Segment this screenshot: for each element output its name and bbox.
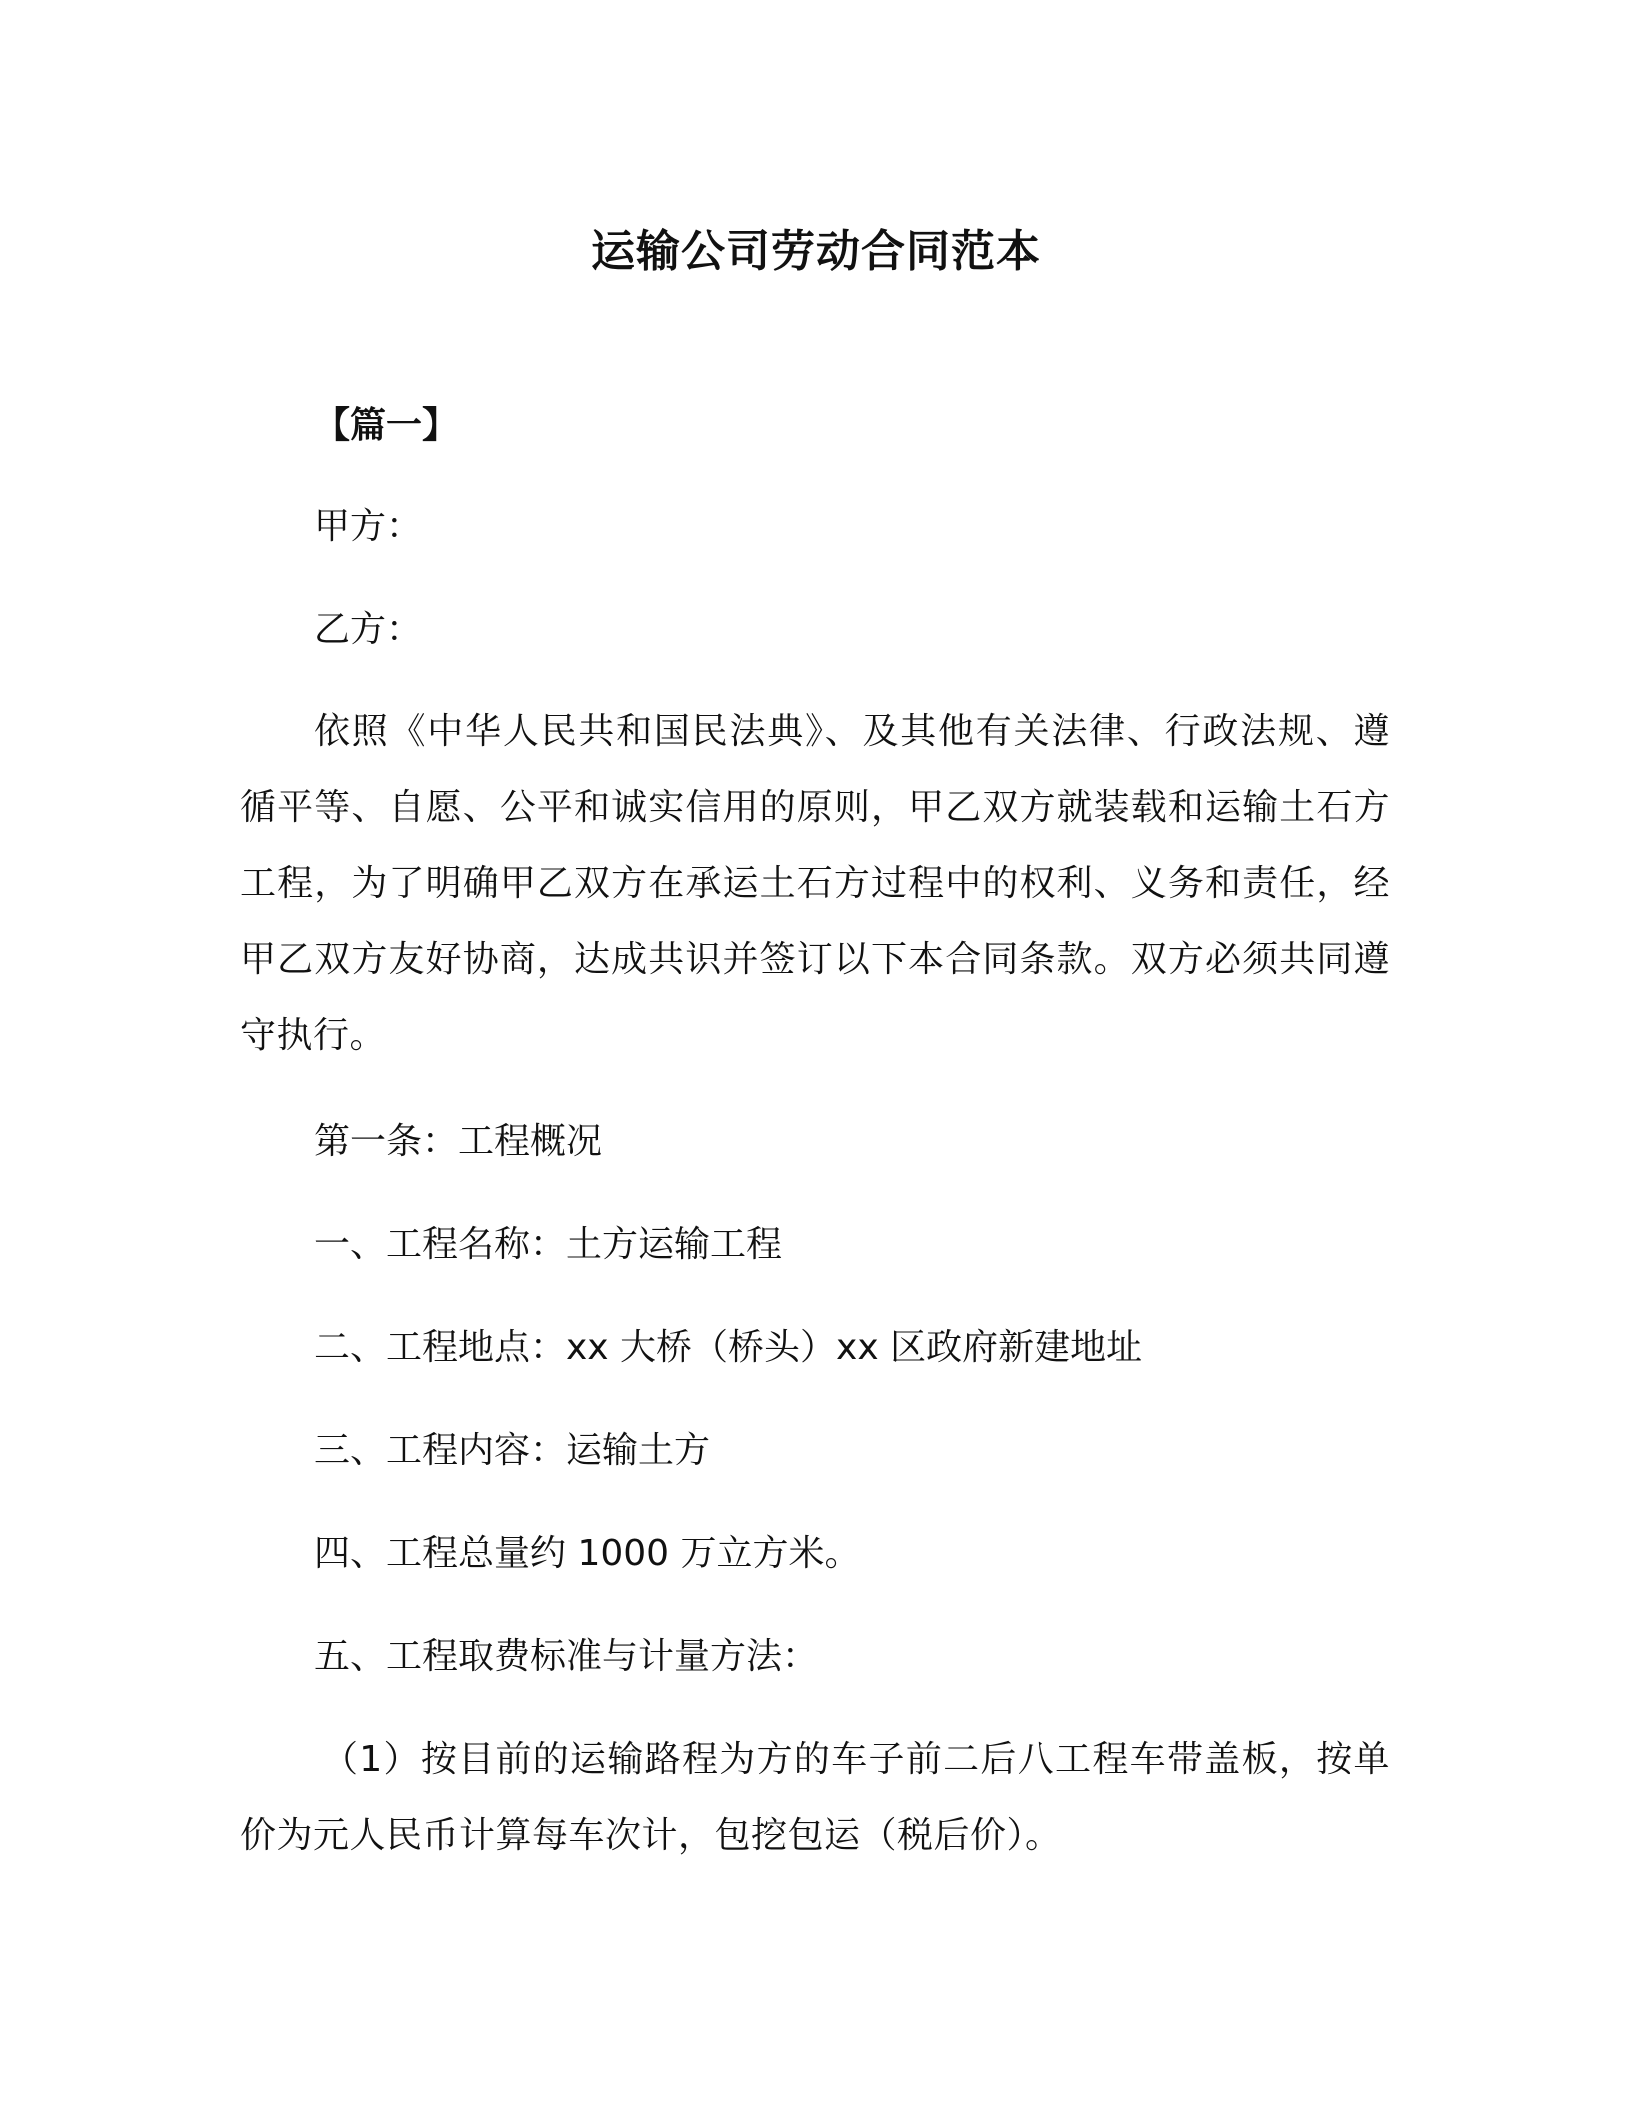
item-project-location: 二、工程地点：xx 大桥（桥头）xx 区政府新建地址 — [314, 1327, 1143, 1368]
article-1-heading: 第一条：工程概况 — [314, 1121, 603, 1162]
party-b-label: 乙方： — [314, 609, 423, 650]
item-project-volume: 四、工程总量约 1000 万立方米。 — [314, 1533, 861, 1574]
section-heading: 【篇一】 — [314, 405, 459, 446]
document-title: 运输公司劳动合同范本 — [591, 226, 1041, 277]
party-a-label: 甲方： — [314, 506, 423, 547]
intro-paragraph: 依照《中华人民共和国民法典》、及其他有关法律、行政法规、遵循平等、自愿、公平和诚实信用的原则，甲乙双方就装载和运输土石方工程，为了明确甲乙双方在承运土石方过程中的权利、义务和责任，经甲乙双方友好协商，达成共识并签订以下本合同条款。双方必须共同遵守执行。 — [240, 711, 1390, 1056]
item-project-name: 一、工程名称：土方运输工程 — [314, 1224, 783, 1265]
sub-item-1: （1）按目前的运输路程为方的车子前二后八工程车带盖板，按单价为元人民币计算每车次计，包挖包运（税后价）。 — [240, 1739, 1390, 1856]
item-fee-standard: 五、工程取费标准与计量方法： — [314, 1636, 819, 1677]
item-project-content: 三、工程内容：运输土方 — [314, 1430, 711, 1471]
